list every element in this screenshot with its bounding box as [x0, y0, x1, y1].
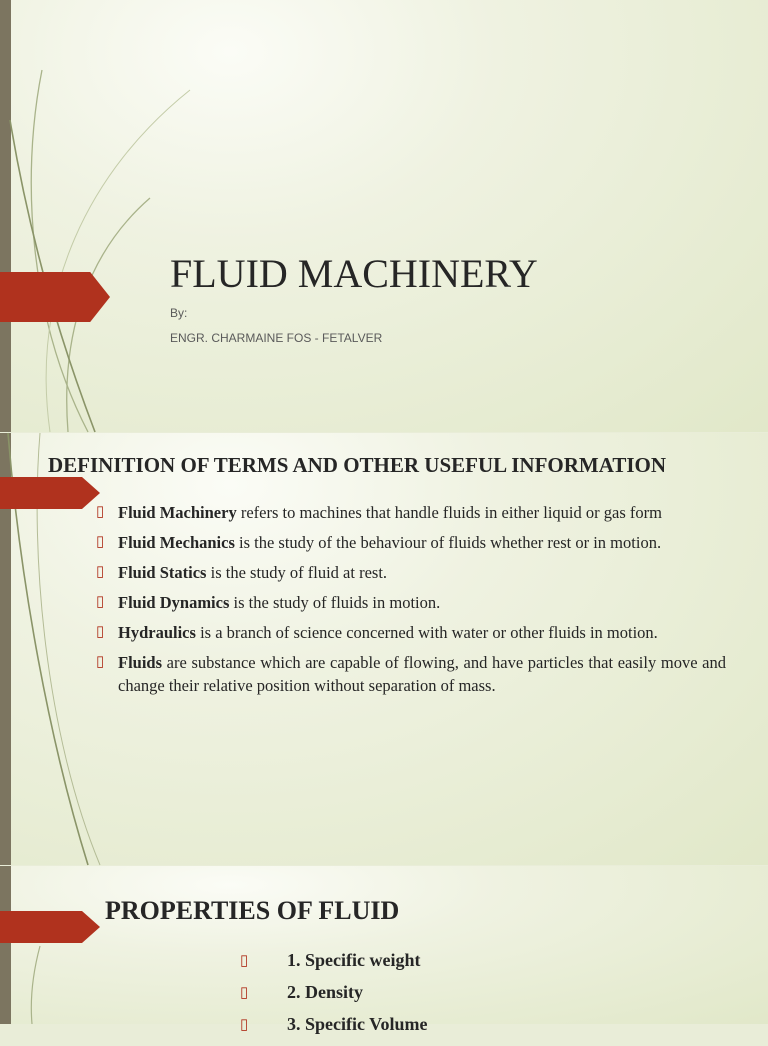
hollow-square-bullet-icon: ▯ — [96, 594, 105, 610]
hollow-square-bullet-icon: ▯ — [240, 1017, 249, 1033]
red-arrow-tab — [0, 477, 100, 509]
hollow-square-bullet-icon: ▯ — [96, 624, 105, 640]
list-item — [240, 982, 428, 1014]
hollow-square-bullet-icon: ▯ — [240, 953, 249, 969]
hollow-square-bullet-icon: ▯ — [96, 564, 105, 580]
term: Fluid Mechanics — [118, 533, 235, 552]
list-item — [96, 591, 726, 614]
properties-list — [240, 950, 428, 1046]
list-item — [96, 501, 726, 524]
term: Hydraulics — [118, 623, 196, 642]
definition-text: is the study of the behaviour of fluids whether rest or in motion. — [234, 533, 662, 552]
slide-title — [0, 0, 768, 432]
list-item — [240, 1014, 428, 1046]
term: Fluid Dynamics — [118, 593, 230, 612]
author-name: ENGR. CHARMAINE FOS - FETALVER — [170, 331, 383, 345]
term: Fluids — [118, 653, 163, 672]
list-item — [240, 950, 428, 982]
list-item — [96, 651, 726, 697]
list-item — [96, 621, 726, 644]
properties-heading: PROPERTIES OF FLUID — [105, 896, 400, 925]
decorative-curves — [0, 866, 120, 1024]
slide-title-heading: FLUID MACHINERY — [170, 251, 538, 296]
decorative-curves — [0, 0, 260, 432]
hollow-square-bullet-icon: ▯ — [96, 654, 105, 670]
hollow-square-bullet-icon: ▯ — [96, 504, 105, 520]
definition-text: is the study of fluid at rest. — [206, 563, 388, 582]
property-label: 3. Specific Volume — [287, 1014, 428, 1034]
definition-text: is a branch of science concerned with water or other fluids in motion. — [195, 623, 658, 642]
red-arrow-tab — [0, 911, 100, 943]
by-label: By: — [170, 306, 188, 320]
definitions-list — [96, 501, 726, 704]
slide-properties — [0, 866, 768, 1034]
hollow-square-bullet-icon: ▯ — [96, 534, 105, 550]
term: Fluid Machinery — [118, 503, 237, 522]
definition-text: is the study of fluids in motion. — [229, 593, 441, 612]
definition-text: refers to machines that handle fluids in either liquid or gas form — [236, 503, 662, 522]
term: Fluid Statics — [118, 563, 207, 582]
list-item — [96, 561, 726, 584]
definition-text: are substance which are capable of flowing, and have particles that easily move and change their relative position without separation of mass. — [118, 653, 726, 695]
definitions-heading: DEFINITION OF TERMS AND OTHER USEFUL INFORMATION — [48, 453, 667, 477]
slide-definitions — [0, 433, 768, 865]
list-item — [96, 531, 726, 554]
property-label: 1. Specific weight — [287, 950, 421, 970]
hollow-square-bullet-icon: ▯ — [240, 985, 249, 1001]
property-label: 2. Density — [287, 982, 363, 1002]
red-arrow-tab — [0, 272, 110, 322]
